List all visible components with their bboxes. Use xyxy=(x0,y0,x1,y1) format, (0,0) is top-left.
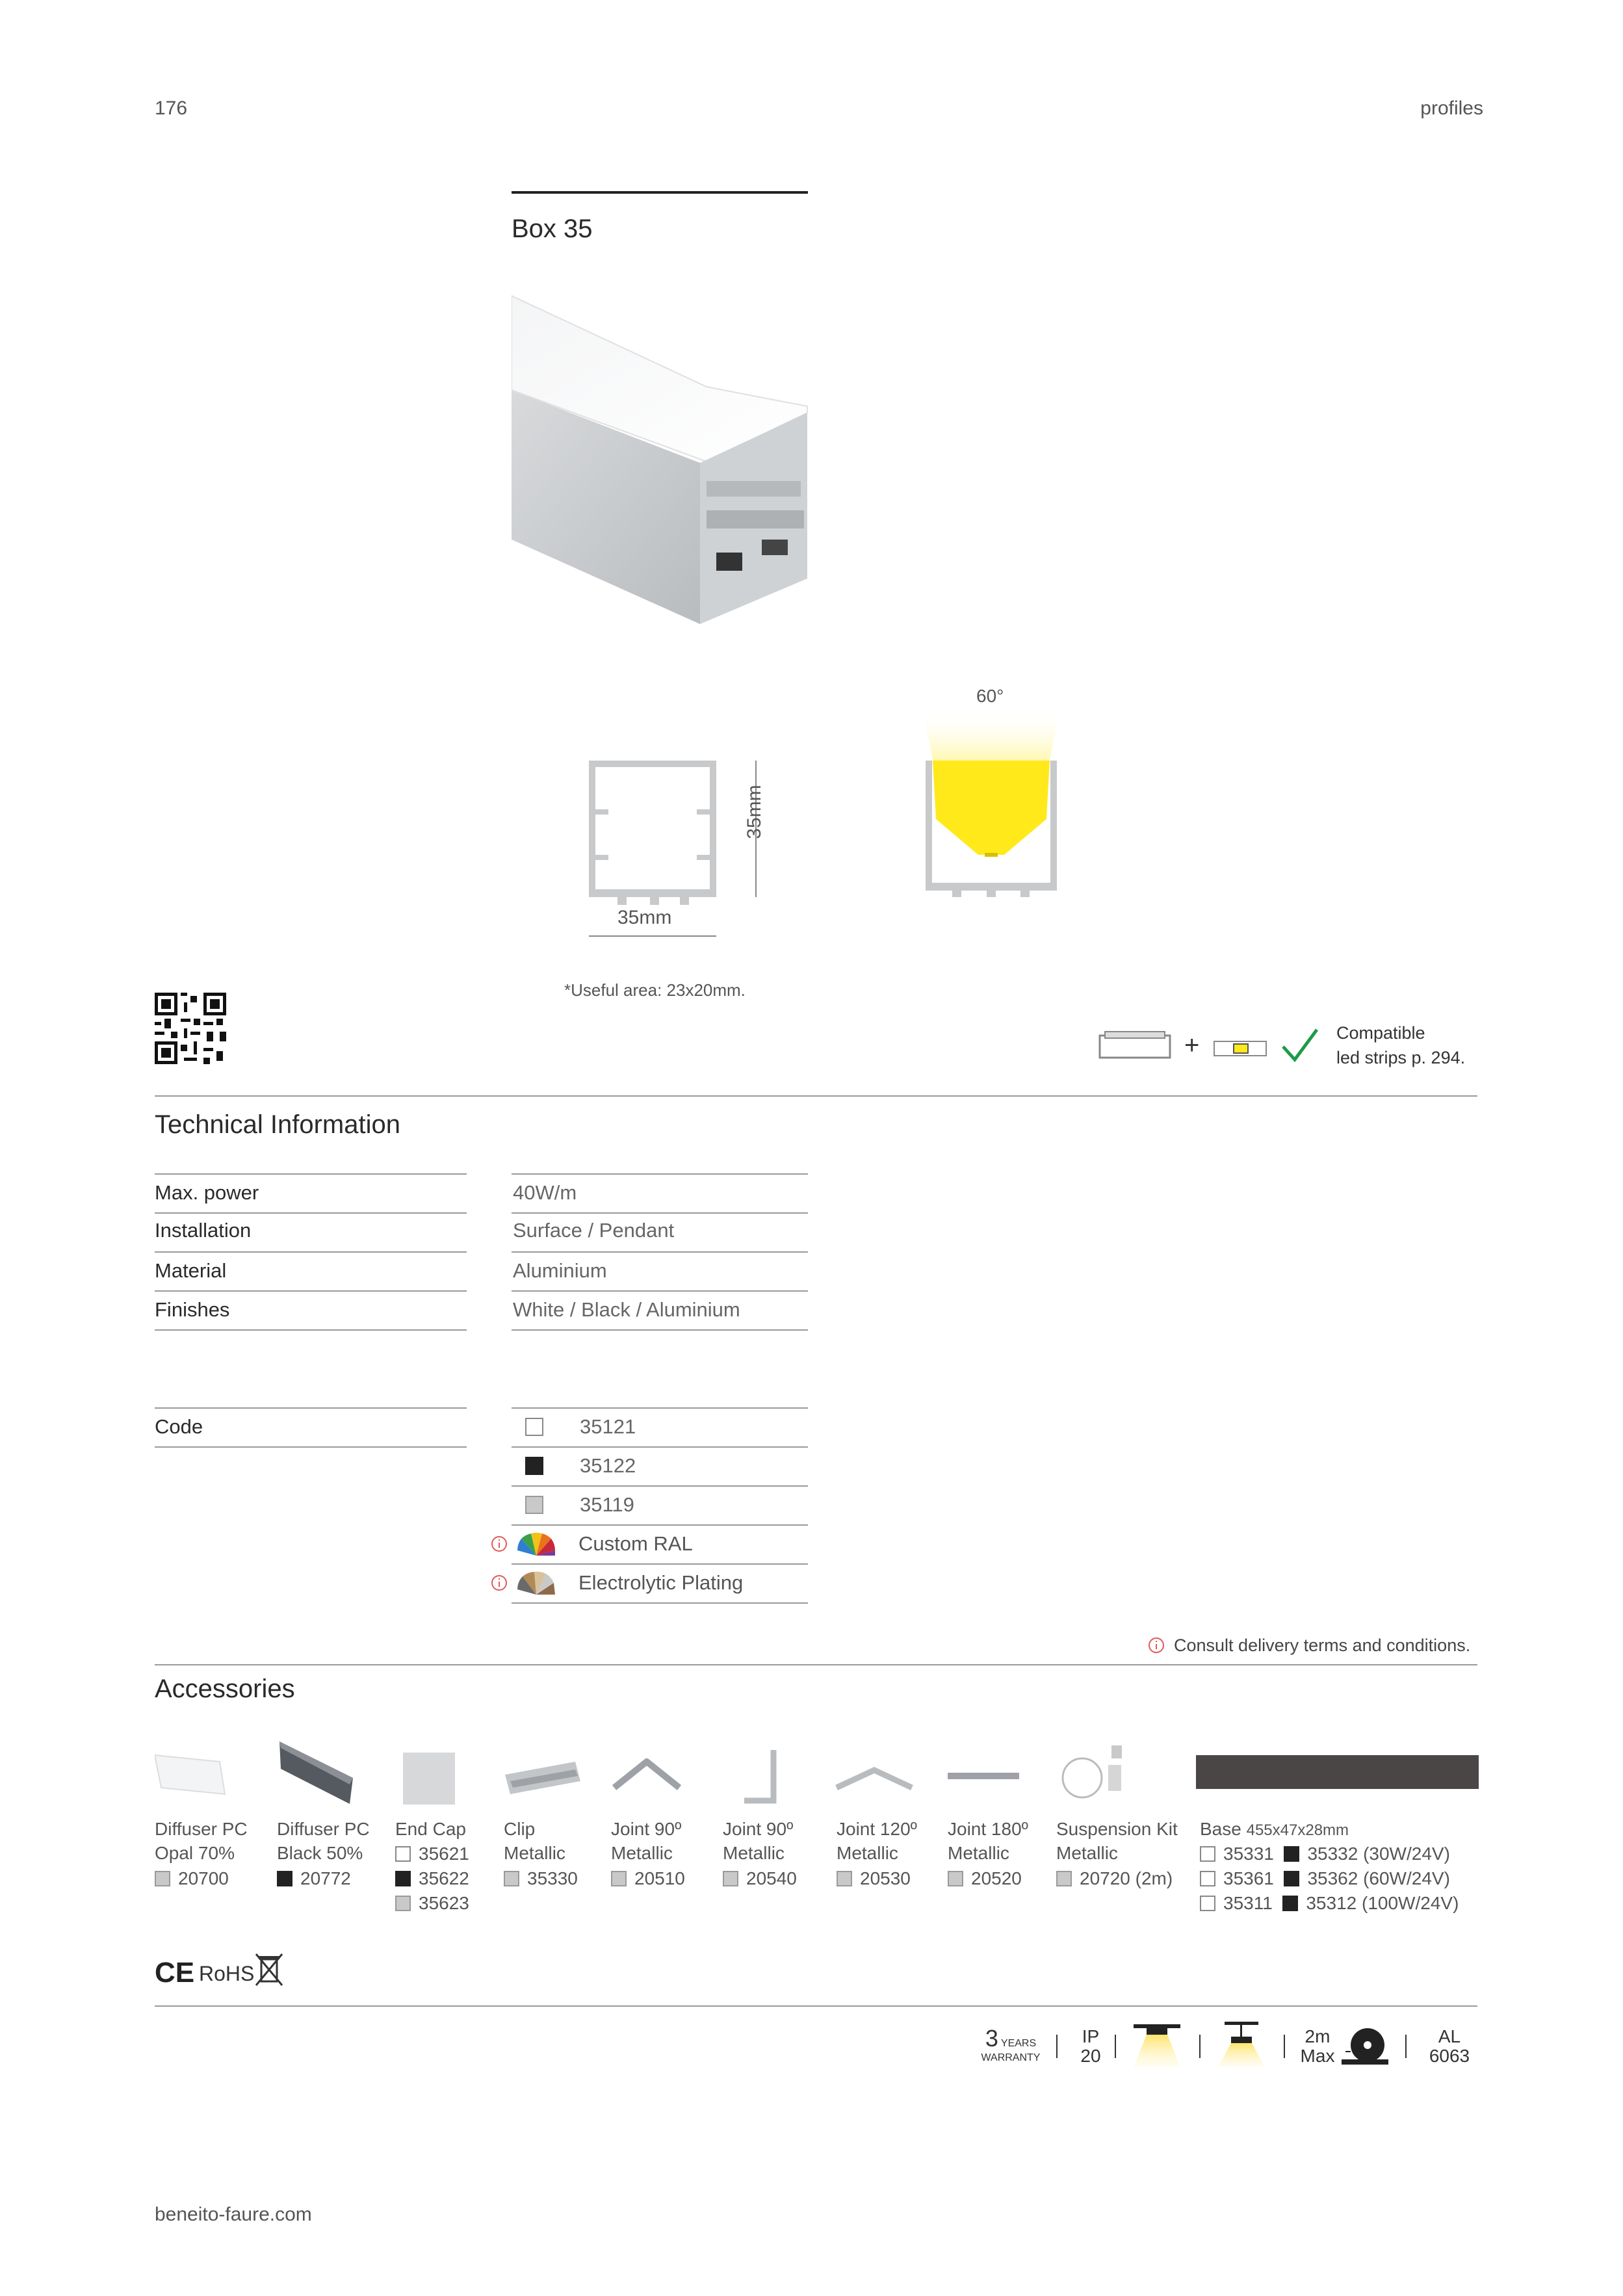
product-title: Box 35 xyxy=(512,215,593,243)
page-number: 176 xyxy=(155,98,188,119)
base-code-row: 35311 35312 (100W/24V) xyxy=(1200,1891,1459,1916)
warranty-badge: 3 YEARS WARRANTY xyxy=(981,2025,1041,2063)
accessory-code: 35622 xyxy=(395,1866,469,1891)
info-icon[interactable] xyxy=(491,1574,508,1591)
divider xyxy=(1199,2035,1201,2058)
aluminium-swatch xyxy=(395,1896,411,1911)
accessories-heading: Accessories xyxy=(155,1675,295,1703)
section-rule xyxy=(155,1664,1477,1665)
spec-value-material: Aluminium xyxy=(513,1259,607,1282)
clip-image xyxy=(504,1755,582,1801)
table-rule xyxy=(512,1251,808,1253)
height-dimension-label: 35mm xyxy=(744,785,765,839)
beam-angle-label: 60° xyxy=(976,686,1004,706)
accessory-code: 35330 xyxy=(504,1866,578,1891)
black-swatch xyxy=(395,1871,411,1886)
code-aluminium: 35119 xyxy=(580,1493,634,1516)
table-rule xyxy=(512,1485,808,1487)
ce-mark: CE xyxy=(155,1957,195,1989)
accessory-code: 35621 xyxy=(395,1842,469,1866)
spec-key-material: Material xyxy=(155,1259,227,1282)
accessory-code: 20720 (2m) xyxy=(1056,1866,1173,1891)
accessory-code: 20510 xyxy=(611,1866,685,1891)
plus-sign: + xyxy=(1184,1031,1200,1060)
weee-bin-icon xyxy=(255,1951,283,1988)
table-rule xyxy=(512,1563,808,1565)
spec-key-installation: Installation xyxy=(155,1219,252,1242)
black-swatch xyxy=(277,1871,292,1886)
accessory-name: Clip Metallic xyxy=(504,1819,565,1863)
accessory-name: Joint 120º Metallic xyxy=(837,1819,917,1863)
white-swatch xyxy=(1200,1846,1215,1862)
divider xyxy=(1115,2035,1116,2058)
joint-90-image xyxy=(611,1758,682,1797)
black-swatch xyxy=(1282,1896,1298,1911)
table-rule xyxy=(155,1329,467,1331)
black-swatch xyxy=(525,1457,543,1475)
website-url[interactable]: beneito-faure.com xyxy=(155,2204,312,2225)
delivery-terms-note: Consult delivery terms and conditions. xyxy=(1174,1636,1471,1655)
table-rule xyxy=(155,1212,467,1214)
aluminium-swatch xyxy=(525,1496,543,1514)
beam-drawing xyxy=(916,709,1066,897)
section-label: profiles xyxy=(1420,98,1483,119)
white-swatch xyxy=(525,1418,543,1436)
table-rule xyxy=(512,1524,808,1526)
custom-ral-label: Custom RAL xyxy=(578,1532,693,1555)
rohs-label: RoHS xyxy=(199,1962,255,1985)
table-rule xyxy=(155,1173,467,1175)
base-code-row: 35331 35332 (30W/24V) xyxy=(1200,1842,1450,1866)
base-image xyxy=(1196,1755,1479,1789)
accessory-name: Joint 90º Metallic xyxy=(611,1819,682,1863)
spec-value-installation: Surface / Pendant xyxy=(513,1219,675,1242)
ip-rating: IP 20 xyxy=(1080,2026,1101,2066)
code-black: 35122 xyxy=(580,1454,636,1477)
code-white: 35121 xyxy=(580,1415,636,1438)
aluminium-swatch xyxy=(723,1871,738,1886)
accessory-code: 20530 xyxy=(837,1866,911,1891)
accessory-name: Joint 180º Metallic xyxy=(948,1819,1028,1863)
check-icon xyxy=(1280,1026,1319,1065)
end-cap-image xyxy=(403,1753,455,1805)
table-rule xyxy=(512,1173,808,1175)
surface-mount-icon xyxy=(1131,2022,1183,2070)
diffuser-black-image xyxy=(278,1739,356,1810)
pendant-mount-icon xyxy=(1215,2020,1267,2069)
aluminium-swatch xyxy=(948,1871,963,1886)
aluminium-swatch xyxy=(504,1871,519,1886)
title-rule xyxy=(512,191,808,194)
section-rule xyxy=(155,2005,1477,2007)
white-swatch xyxy=(1200,1896,1215,1911)
base-label: Base 455x47x28mm xyxy=(1200,1819,1349,1839)
white-swatch xyxy=(395,1846,411,1862)
divider xyxy=(1056,2035,1058,2058)
compatible-led-note xyxy=(1336,1021,1465,1070)
qr-code[interactable] xyxy=(155,993,226,1064)
led-strips-link[interactable]: led strips p. 294. xyxy=(1336,1048,1466,1067)
divider xyxy=(1284,2035,1285,2058)
table-rule xyxy=(155,1290,467,1292)
diffuser-opal-image xyxy=(155,1749,226,1801)
spec-key-max-power: Max. power xyxy=(155,1181,259,1204)
profile-icon xyxy=(1098,1030,1173,1060)
info-icon[interactable] xyxy=(1148,1637,1165,1654)
accessory-code: 20520 xyxy=(948,1866,1022,1891)
aluminium-swatch xyxy=(1056,1871,1072,1886)
section-rule xyxy=(155,1095,1477,1097)
accessory-code: 20540 xyxy=(723,1866,797,1891)
table-rule xyxy=(155,1407,467,1409)
accessory-code: 20700 xyxy=(155,1866,229,1891)
table-rule xyxy=(512,1290,808,1292)
accessory-name: Diffuser PC Opal 70% xyxy=(155,1819,248,1863)
saw-cut-icon xyxy=(1339,2022,1391,2067)
accessory-name: Diffuser PC Black 50% xyxy=(277,1819,370,1863)
code-label: Code xyxy=(155,1415,203,1438)
suspension-kit-image xyxy=(1056,1742,1134,1807)
joint-120-image xyxy=(835,1765,913,1794)
table-rule xyxy=(512,1212,808,1214)
aluminium-swatch xyxy=(155,1871,170,1886)
alloy-grade: AL 6063 xyxy=(1429,2026,1470,2066)
table-rule xyxy=(512,1407,808,1409)
spec-value-finishes: White / Black / Aluminium xyxy=(513,1298,740,1321)
technical-information-heading: Technical Information xyxy=(155,1110,400,1139)
aluminium-swatch xyxy=(611,1871,627,1886)
max-cut-length: 2m Max xyxy=(1300,2026,1335,2066)
accessory-code: 20772 xyxy=(277,1866,351,1891)
aluminium-swatch xyxy=(837,1871,852,1886)
table-rule xyxy=(512,1446,808,1448)
base-code-row: 35361 35362 (60W/24V) xyxy=(1200,1866,1450,1891)
electrolytic-plating-icon xyxy=(515,1570,558,1596)
table-rule xyxy=(512,1602,808,1604)
black-swatch xyxy=(1284,1846,1299,1862)
table-rule xyxy=(155,1251,467,1253)
accessory-name: Joint 90º Metallic xyxy=(723,1819,794,1863)
spec-value-max-power: 40W/m xyxy=(513,1181,577,1204)
useful-area-note: *Useful area: 23x20mm. xyxy=(564,980,746,1000)
divider xyxy=(1405,2035,1407,2058)
electrolytic-plating-label: Electrolytic Plating xyxy=(578,1571,744,1594)
width-dimension-label: 35mm xyxy=(617,907,672,928)
accessory-name: End Cap xyxy=(395,1819,466,1839)
product-render xyxy=(512,293,811,624)
compatible-line: Compatible xyxy=(1336,1023,1425,1043)
table-rule xyxy=(155,1446,467,1448)
table-rule xyxy=(512,1329,808,1331)
black-swatch xyxy=(1284,1871,1299,1886)
info-icon[interactable] xyxy=(491,1535,508,1552)
custom-ral-icon xyxy=(515,1531,558,1557)
joint-90-vertical-image xyxy=(741,1749,786,1807)
white-swatch xyxy=(1200,1871,1215,1886)
spec-key-finishes: Finishes xyxy=(155,1298,230,1321)
accessory-code: 35623 xyxy=(395,1891,469,1916)
joint-180-image xyxy=(948,1773,1019,1779)
led-strip-icon xyxy=(1213,1039,1267,1058)
accessory-name: Suspension Kit Metallic xyxy=(1056,1819,1178,1863)
